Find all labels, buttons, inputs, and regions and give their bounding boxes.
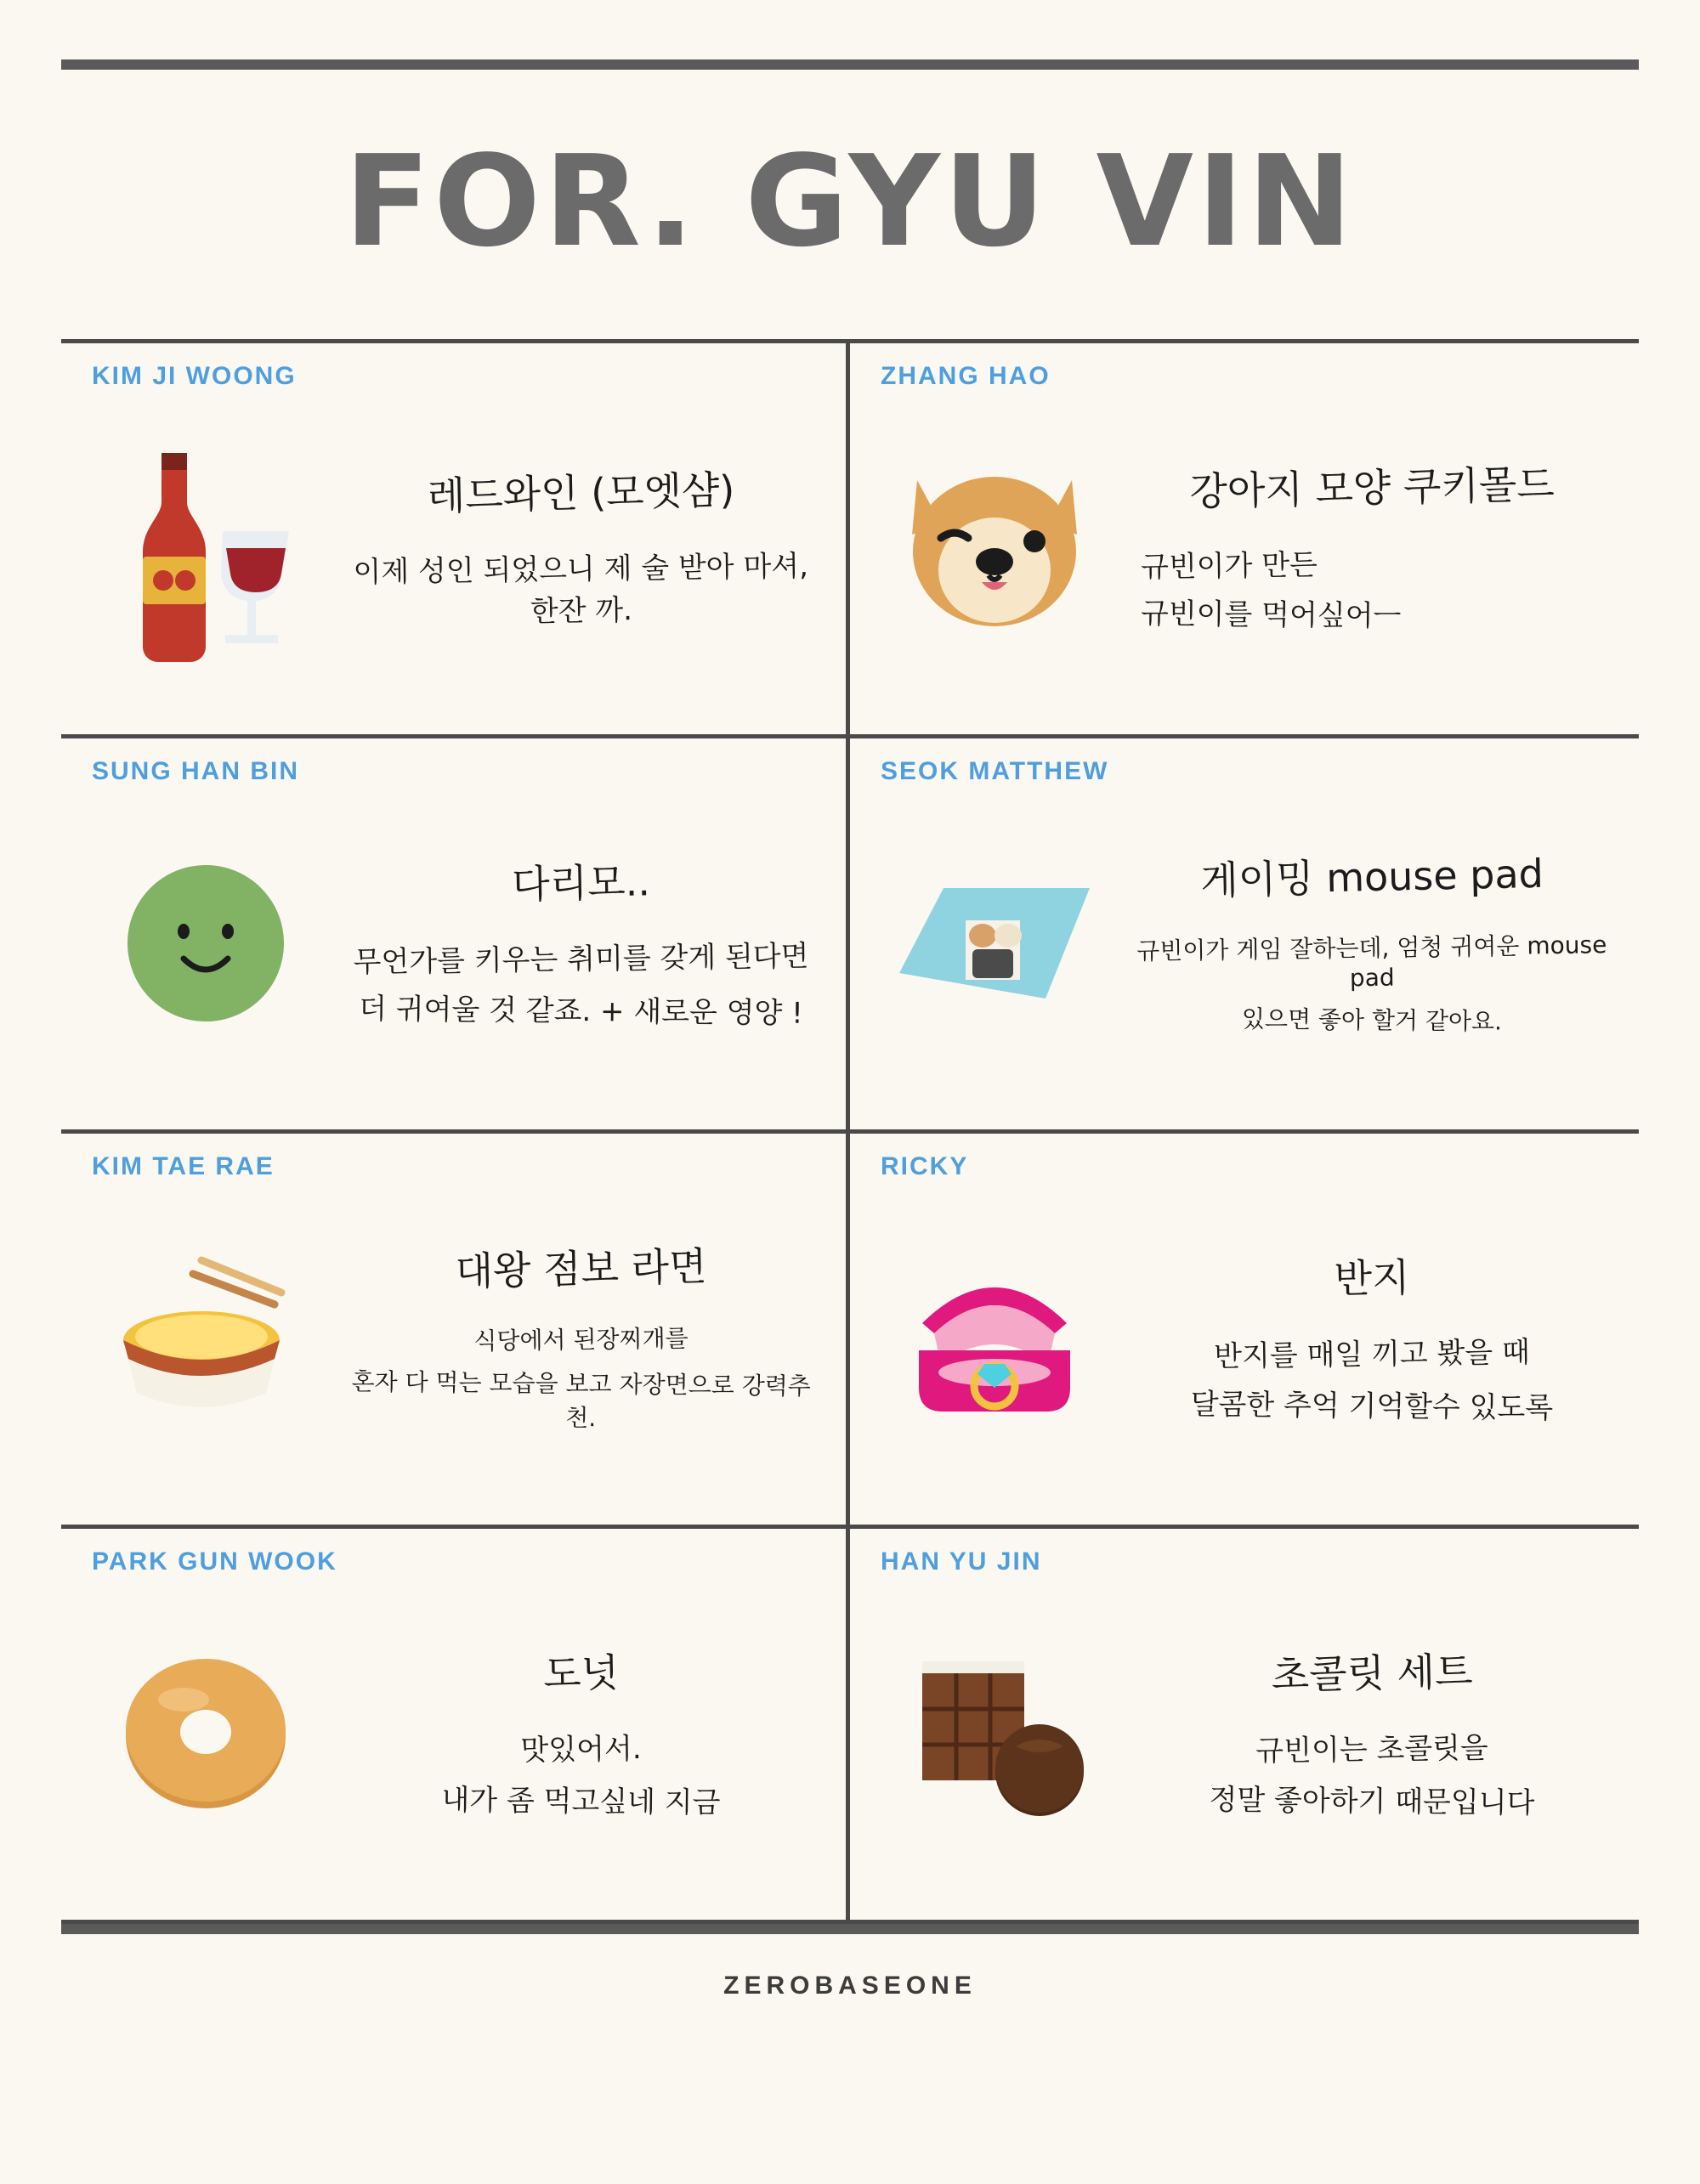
gift-note bbox=[333, 462, 829, 634]
gift-headline: 레드와인 (모엣샴) bbox=[427, 467, 735, 520]
gift-headline: 대왕 점보 라면 bbox=[455, 1243, 708, 1295]
gift-note bbox=[1122, 1248, 1622, 1429]
gift-headline: 초콜릿 세트 bbox=[1271, 1648, 1474, 1699]
gaming-mouse-pad-icon bbox=[867, 816, 1122, 1071]
gift-card-sung-han-bin bbox=[61, 738, 850, 1134]
member-name: HAN YU JIN bbox=[881, 1547, 1042, 1576]
gift-note bbox=[1122, 846, 1622, 1041]
gift-note-line: 정말 좋아하기 때문입니다 bbox=[1209, 1783, 1535, 1821]
wine-bottle-and-glass-icon bbox=[78, 421, 333, 676]
gift-note-line: 규빈이가 만든 bbox=[1140, 548, 1318, 586]
gift-note-line: 무언가를 키우는 취미를 갖게 된다면 bbox=[353, 939, 809, 981]
glazed-donut-icon bbox=[78, 1606, 333, 1861]
bottom-divider bbox=[61, 1924, 1639, 1934]
gift-card-ricky bbox=[850, 1134, 1639, 1529]
poster-page bbox=[0, 59, 1700, 2184]
gift-card-kim-ji-woong bbox=[61, 343, 850, 738]
gift-note-line: 맛있어서. bbox=[520, 1732, 642, 1768]
gift-note-line: 규빈이를 먹어싶어ㅡ bbox=[1140, 597, 1402, 634]
gift-note-line: 있으면 좋아 할거 같아요. bbox=[1241, 1004, 1503, 1036]
gift-note-line: 혼자 다 먹는 모습을 보고 자장면으로 강력추천. bbox=[351, 1367, 811, 1433]
gift-headline: 게이밍 mouse pad bbox=[1199, 850, 1544, 904]
gift-note bbox=[333, 1643, 829, 1825]
page-title: FOR. GYU VIN bbox=[344, 128, 1356, 274]
gift-card-kim-tae-rae bbox=[61, 1134, 850, 1529]
gift-headline: 반지 bbox=[1334, 1254, 1411, 1303]
member-name: KIM JI WOONG bbox=[92, 362, 297, 391]
member-name: SUNG HAN BIN bbox=[92, 757, 300, 786]
gift-headline: 다리모.. bbox=[511, 858, 651, 908]
gift-note-line: 달콤한 추억 기억할수 있도록 bbox=[1190, 1388, 1554, 1426]
gift-note-line: 규빈이는 초콜릿을 bbox=[1255, 1731, 1489, 1769]
gift-note bbox=[1122, 457, 1622, 639]
member-name: ZHANG HAO bbox=[881, 362, 1051, 391]
gift-note bbox=[333, 852, 829, 1034]
shiba-dog-face-icon bbox=[867, 421, 1122, 676]
gift-card-han-yu-jin bbox=[850, 1529, 1639, 1924]
gift-headline: 강아지 모양 쿠키몰드 bbox=[1188, 461, 1556, 515]
member-name: RICKY bbox=[881, 1152, 969, 1181]
chocolate-bar-and-truffle-icon bbox=[867, 1606, 1122, 1861]
gift-note-line: 더 귀여울 것 같죠. + 새로운 영양 ! bbox=[358, 992, 804, 1032]
gift-note-line: 내가 좀 먹고싶네 지금 bbox=[441, 1783, 721, 1821]
brand-footer: ZEROBASEONE bbox=[723, 1972, 977, 2000]
ramen-noodle-bowl-icon bbox=[78, 1211, 333, 1466]
green-blob-character-icon bbox=[78, 816, 333, 1071]
gift-headline: 도넛 bbox=[542, 1649, 620, 1698]
gift-note bbox=[1122, 1643, 1622, 1825]
ring-in-jewelry-box-icon bbox=[867, 1211, 1122, 1466]
gift-card-park-gun-wook bbox=[61, 1529, 850, 1924]
gift-note-line: 이제 성인 되었으니 제 술 받아 마셔, 한잔 까. bbox=[353, 549, 809, 630]
member-name: KIM TAE RAE bbox=[92, 1152, 275, 1181]
gift-note-line: 규빈이가 게임 잘하는데, 엄청 귀여운 mouse pad bbox=[1136, 931, 1607, 993]
member-name: PARK GUN WOOK bbox=[92, 1547, 337, 1576]
gift-grid bbox=[61, 339, 1639, 1924]
gift-card-seok-matthew bbox=[850, 738, 1639, 1134]
top-divider bbox=[61, 59, 1639, 70]
gift-card-zhang-hao bbox=[850, 343, 1639, 738]
gift-note-line: 식당에서 된장찌개를 bbox=[473, 1324, 688, 1356]
gift-note bbox=[333, 1238, 829, 1439]
gift-note-line: 반지를 매일 끼고 봤을 때 bbox=[1213, 1335, 1531, 1374]
member-name: SEOK MATTHEW bbox=[881, 757, 1109, 786]
